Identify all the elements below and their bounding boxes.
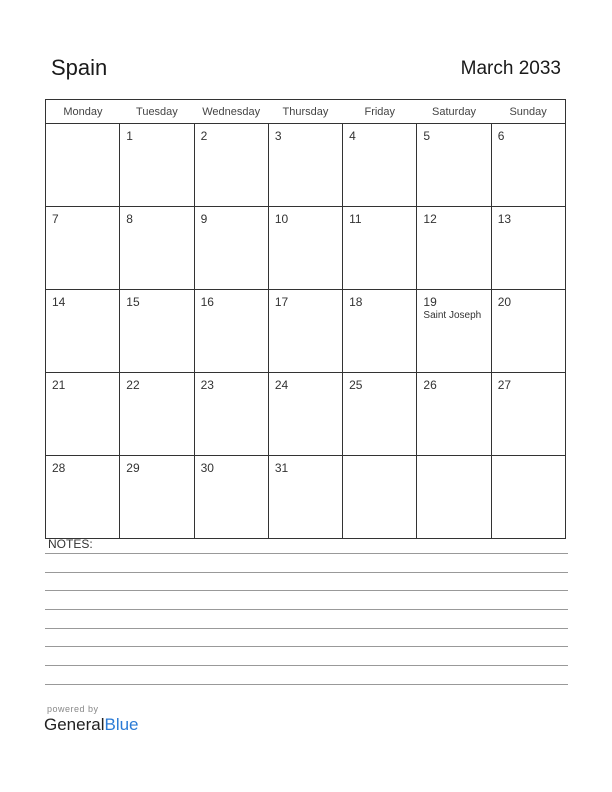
day-cell — [343, 373, 417, 456]
day-number: 8 — [126, 212, 133, 226]
day-cell — [343, 290, 417, 373]
day-number: 11 — [349, 212, 362, 226]
weekday-sunday: Sunday — [491, 100, 565, 124]
logo-general: General — [44, 715, 105, 734]
day-number: 30 — [200, 461, 214, 475]
day-cell — [194, 124, 268, 207]
day-number: 4 — [349, 129, 356, 143]
day-cell — [417, 124, 491, 207]
powered-by-text: powered by — [47, 704, 99, 714]
day-number: 7 — [52, 212, 59, 226]
day-number: 27 — [497, 378, 512, 392]
day-cell — [491, 290, 565, 373]
day-cell — [194, 207, 268, 290]
day-cell — [491, 124, 565, 207]
day-cell — [268, 373, 342, 456]
note-line — [45, 628, 568, 629]
weekday-tuesday: Tuesday — [120, 100, 194, 124]
day-number: 5 — [423, 129, 431, 143]
day-cell — [194, 456, 268, 539]
note-line — [45, 553, 568, 554]
day-cell — [46, 207, 120, 290]
day-number: 12 — [423, 212, 437, 226]
day-cell — [46, 456, 120, 539]
day-number: 6 — [497, 129, 505, 143]
week-row — [46, 290, 566, 373]
brand-footer — [44, 704, 139, 735]
day-cell — [120, 373, 194, 456]
day-number: 26 — [423, 378, 437, 392]
day-number: 15 — [126, 295, 140, 309]
day-cell — [343, 124, 417, 207]
note-line — [45, 646, 568, 647]
day-cell — [491, 456, 565, 539]
weekday-header-row — [46, 100, 566, 124]
note-line — [45, 609, 568, 610]
day-number: 1 — [126, 129, 133, 143]
country-title: Spain — [51, 55, 108, 80]
month-year-title: March 2033 — [460, 58, 561, 79]
day-cell — [343, 456, 417, 539]
day-cell — [417, 456, 491, 539]
note-line — [45, 684, 568, 685]
logo-blue: Blue — [104, 715, 139, 734]
day-number: 13 — [497, 212, 512, 226]
day-number: 17 — [274, 295, 289, 309]
week-row — [46, 456, 566, 539]
day-number: 16 — [200, 295, 214, 309]
day-cell — [268, 124, 342, 207]
weekday-friday: Friday — [343, 100, 417, 124]
day-cell — [46, 124, 120, 207]
day-number: 10 — [274, 212, 289, 226]
day-cell — [120, 207, 194, 290]
day-number: 18 — [349, 295, 363, 309]
day-cell — [120, 290, 194, 373]
weekday-thursday: Thursday — [268, 100, 342, 124]
note-line — [45, 572, 568, 573]
note-line — [45, 590, 568, 591]
day-cell — [46, 373, 120, 456]
weekday-monday: Monday — [46, 100, 120, 124]
day-cell — [343, 207, 417, 290]
day-number: 25 — [349, 378, 363, 392]
day-cell — [491, 373, 565, 456]
week-row — [46, 207, 566, 290]
weekday-wednesday: Wednesday — [194, 100, 268, 124]
note-line — [45, 665, 568, 666]
day-number: 3 — [274, 129, 282, 143]
week-row — [46, 373, 566, 456]
day-number: 22 — [126, 378, 140, 392]
day-number: 9 — [200, 212, 208, 226]
notes-label: NOTES: — [48, 537, 93, 551]
day-cell — [194, 290, 268, 373]
day-number: 23 — [200, 378, 214, 392]
day-cell — [120, 124, 194, 207]
day-number: 28 — [52, 461, 66, 475]
day-cell — [120, 456, 194, 539]
day-number: 2 — [200, 129, 208, 143]
day-cell — [417, 373, 491, 456]
day-cell — [417, 290, 491, 373]
day-cell — [268, 290, 342, 373]
day-number: 31 — [274, 461, 289, 475]
day-cell — [46, 290, 120, 373]
day-number: 21 — [52, 378, 66, 392]
calendar-grid — [45, 99, 566, 539]
day-cell — [268, 456, 342, 539]
day-cell — [491, 207, 565, 290]
day-cell — [194, 373, 268, 456]
day-cell — [417, 207, 491, 290]
day-number: 29 — [126, 461, 140, 475]
day-number: 20 — [497, 295, 512, 309]
day-number: 14 — [52, 295, 66, 309]
week-row — [46, 124, 566, 207]
generalblue-logo — [44, 715, 139, 735]
holiday-label: Saint Joseph — [423, 310, 482, 321]
weekday-saturday: Saturday — [417, 100, 491, 124]
day-number: 19 — [423, 295, 437, 309]
day-cell — [268, 207, 342, 290]
day-number: 24 — [274, 378, 289, 392]
